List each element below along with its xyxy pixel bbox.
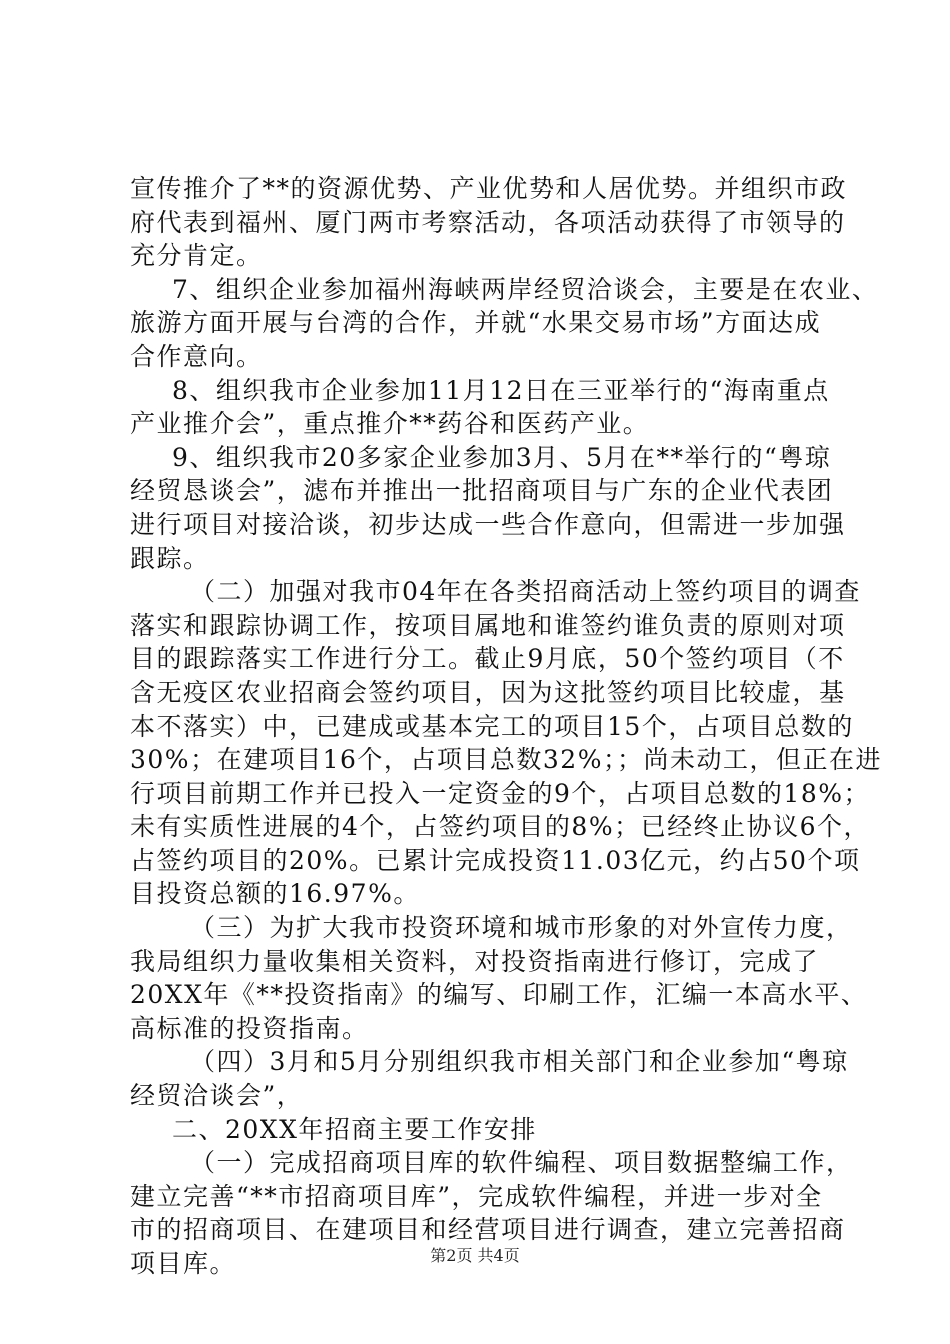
text-line: 20XX年《**投资指南》的编写、印刷工作，汇编一本高水平、 xyxy=(130,980,868,1010)
paragraph-start-line: （三）为扩大我市投资环境和城市形象的对外宣传力度， xyxy=(190,913,853,943)
text-line: 占签约项目的20%。已累计完成投资11.03亿元，约占50个项 xyxy=(130,845,861,875)
text-line: 高标准的投资指南。 xyxy=(130,1013,369,1043)
text-line: 行项目前期工作并已投入一定资金的9个，占项目总数的18%； xyxy=(130,778,870,808)
text-line: 含无疫区农业招商会签约项目，因为这批签约项目比较虚，基 xyxy=(130,677,846,707)
text-line: 市的招商项目、在建项目和经营项目进行调查，建立完善招商 xyxy=(130,1215,846,1245)
document-body xyxy=(130,172,882,1281)
text-line: 30%；在建项目16个，占项目总数32%；；尚未动工，但正在进 xyxy=(130,745,882,775)
text-line: 充分肯定。 xyxy=(130,241,263,271)
text-line: 合作意向。 xyxy=(130,341,263,371)
paragraph-start-line: （二）加强对我市04年在各类招商活动上签约项目的调查 xyxy=(190,577,861,607)
text-line: 府代表到福州、厦门两市考察活动，各项活动获得了市领导的 xyxy=(130,207,846,237)
paragraph-start-line: 7、组织企业参加福州海峡两岸经贸洽谈会，主要是在农业、 xyxy=(172,274,879,304)
paragraph-start-line: （四）3月和5月分别组织我市相关部门和企业参加“粤琼 xyxy=(190,1047,849,1077)
section-heading: 二、20XX年招商主要工作安排 xyxy=(172,1114,537,1144)
text-line: 本不落实）中，已建成或基本完工的项目15个，占项目总数的 xyxy=(130,711,854,741)
text-line: 经贸洽谈会”， xyxy=(130,1081,304,1111)
paragraph-start-line: 9、组织我市20多家企业参加3月、5月在**举行的“粤琼 xyxy=(172,442,832,472)
text-line: 产业推介会”，重点推介**药谷和医药产业。 xyxy=(130,409,650,439)
text-line: 落实和跟踪协调工作，按项目属地和谁签约谁负责的原则对项 xyxy=(130,610,846,640)
text-line: 进行项目对接洽谈，初步达成一些合作意向，但需进一步加强 xyxy=(130,509,846,539)
paragraph-start-line: （一）完成招商项目库的软件编程、项目数据整编工作， xyxy=(190,1148,853,1178)
text-line: 跟踪。 xyxy=(130,543,210,573)
page-number-footer: 第2页 共4页 xyxy=(430,1246,520,1265)
text-line: 项目库。 xyxy=(130,1249,237,1278)
paragraph-start-line: 8、组织我市企业参加11月12日在三亚举行的“海南重点 xyxy=(172,375,830,405)
text-line: 经贸恳谈会”，滤布并推出一批招商项目与广东的企业代表团 xyxy=(130,476,834,506)
text-line: 建立完善“**市招商项目库”，完成软件编程，并进一步对全 xyxy=(130,1181,823,1211)
text-line: 我局组织力量收集相关资料，对投资指南进行修订，完成了 xyxy=(130,946,820,976)
text-line: 旅游方面开展与台湾的合作，并就“水果交易市场”方面达成 xyxy=(130,308,822,338)
text-line: 目投资总额的16.97%。 xyxy=(130,879,420,909)
text-line: 宣传推介了**的资源优势、产业优势和人居优势。并组织市政 xyxy=(130,174,848,203)
text-line: 目的跟踪落实工作进行分工。截止9月底，50个签约项目（不 xyxy=(130,644,845,674)
text-line: 未有实质性进展的4个，占签约项目的8%；已经终止协议6个， xyxy=(130,812,870,842)
